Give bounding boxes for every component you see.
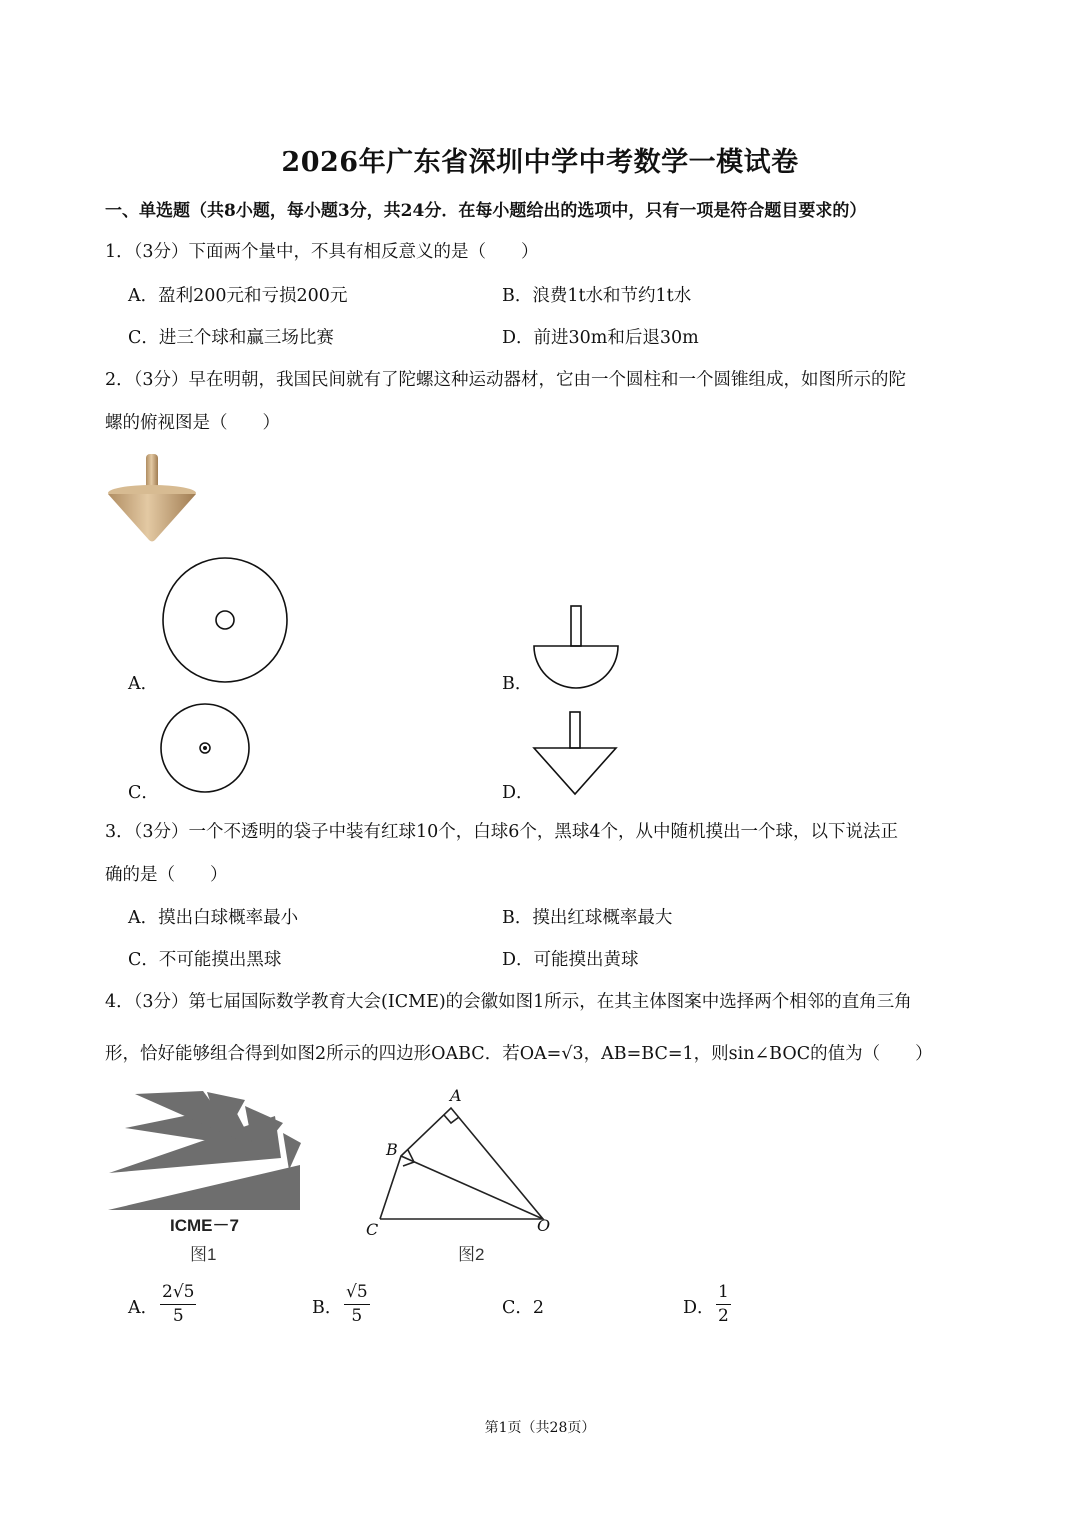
q1-option-a[interactable]: A．盈利200元和亏损200元 — [128, 286, 348, 306]
point-a-label: A — [450, 1086, 462, 1105]
q4-option-b-numerator: √5 — [344, 1282, 370, 1305]
q2-label-a[interactable]: A． — [128, 674, 159, 694]
q4-option-a-numerator: 2√5 — [160, 1282, 196, 1305]
page-title: 2026年广东省深圳中学中考数学一模试卷 — [281, 147, 799, 178]
q4-stem-line1: 4．（3分）第七届国际数学教育大会(ICME)的会徽如图1所示，在其主体图案中选择两个相邻的直角三角 — [105, 992, 912, 1012]
q2-label-b[interactable]: B． — [502, 674, 533, 694]
point-c-label: C — [366, 1220, 379, 1239]
quadrilateral-oabc-figure — [365, 1088, 560, 1230]
page-footer: 第1页（共28页） — [484, 1420, 596, 1436]
q2-stem-line2: 螺的俯视图是（ ） — [105, 413, 280, 433]
q4-option-b-label[interactable]: B． — [312, 1298, 343, 1318]
q4-option-a-label[interactable]: A． — [128, 1298, 159, 1318]
q2-label-c[interactable]: C． — [128, 783, 159, 803]
q2-option-a-figure[interactable] — [160, 557, 292, 687]
q2-label-d[interactable]: D． — [502, 783, 534, 803]
section-heading: 一、单选题（共8小题，每小题3分，共24分．在每小题给出的选项中，只有一项是符合题目要求的） — [105, 201, 867, 221]
q4-option-c[interactable]: C．2 — [502, 1298, 545, 1318]
q1-option-c[interactable]: C．进三个球和赢三场比赛 — [128, 328, 334, 348]
fig1-caption: 图1 — [190, 1245, 217, 1264]
q4-option-d-label[interactable]: D． — [683, 1298, 715, 1318]
q4-option-d-numerator: 1 — [716, 1282, 731, 1305]
q3-stem-line2: 确的是（ ） — [105, 865, 228, 885]
q2-stem-line1: 2．（3分）早在明朝，我国民间就有了陀螺这种运动器材，它由一个圆柱和一个圆锥组成，如图所示的陀 — [105, 370, 907, 390]
fig2-caption: 图2 — [458, 1245, 485, 1264]
q4-option-d-denominator: 2 — [718, 1306, 729, 1326]
q4-option-b-fraction[interactable] — [344, 1282, 370, 1327]
icme-logo-figure — [105, 1088, 305, 1218]
q1-option-b[interactable]: B．浪费1t水和节约1t水 — [502, 286, 692, 306]
q4-option-b-denominator: 5 — [351, 1306, 363, 1326]
q4-option-a-fraction[interactable] — [160, 1282, 196, 1327]
q2-option-c-figure[interactable] — [160, 703, 256, 797]
icme-logo-text: ICME－7 — [170, 1216, 239, 1235]
q2-option-b-figure[interactable] — [532, 604, 622, 688]
q1-stem: 1．（3分）下面两个量中，不具有相反意义的是（ ） — [105, 242, 539, 262]
spinning-top-image — [105, 452, 200, 544]
point-b-label: B — [386, 1140, 398, 1159]
q4-option-d-fraction[interactable] — [716, 1282, 731, 1327]
q4-option-a-denominator: 5 — [172, 1306, 184, 1326]
q3-option-c[interactable]: C．不可能摸出黑球 — [128, 950, 282, 970]
q1-option-d[interactable]: D．前进30m和后退30m — [502, 328, 699, 348]
point-o-label: O — [537, 1216, 551, 1235]
q2-option-d-figure[interactable] — [532, 710, 622, 796]
q3-stem-line1: 3．（3分）一个不透明的袋子中装有红球10个，白球6个，黑球4个，从中随机摸出一个球，以下说法正 — [105, 822, 899, 842]
q3-option-d[interactable]: D．可能摸出黄球 — [502, 950, 639, 970]
q3-option-b[interactable]: B．摸出红球概率最大 — [502, 908, 673, 928]
q3-option-a[interactable]: A．摸出白球概率最小 — [128, 908, 299, 928]
q4-stem-line2: 形，恰好能够组合得到如图2所示的四边形OABC．若OA=√3，AB=BC=1，则sin∠BOC的值为（ ） — [105, 1044, 933, 1064]
